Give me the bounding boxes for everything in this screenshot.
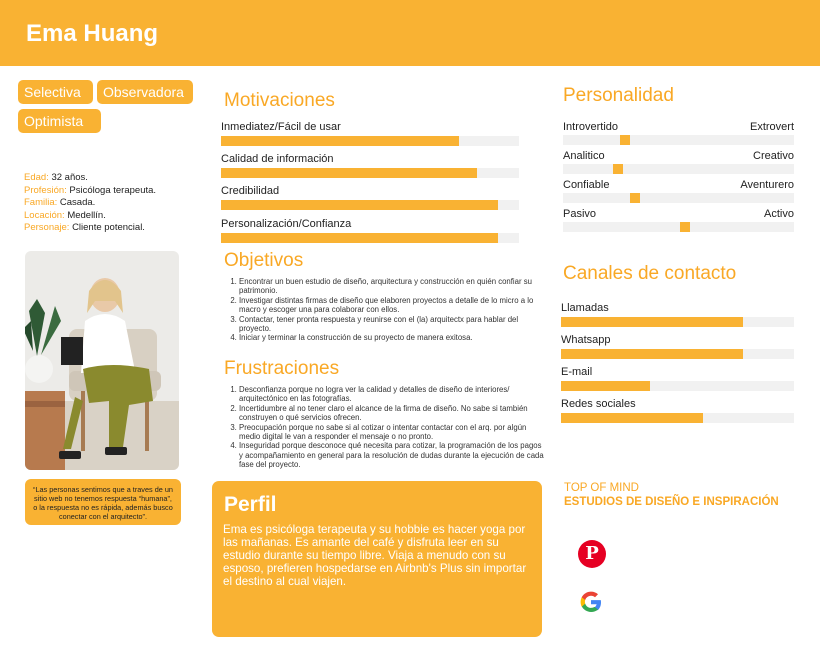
canal-label: Whatsapp — [561, 334, 611, 346]
motivacion-label: Credibilidad — [221, 185, 280, 197]
personalidad-row — [563, 208, 794, 232]
personalidad-row — [563, 150, 794, 174]
trait-chip-optimista: Optimista — [18, 109, 101, 133]
objetivos-title: Objetivos — [224, 250, 304, 271]
canal-fill — [561, 349, 743, 359]
canal-track — [561, 381, 794, 391]
frustracion-item: 2. Incertidumbre al no tener claro el alcance de la firma de diseño. No sabe si también construyen o qué servicios ofrecen. — [239, 404, 545, 423]
motivacion-fill — [221, 233, 498, 243]
personalidad-left-label: Confiable — [563, 179, 610, 191]
frustracion-item: 4. Inseguridad porque desconoce qué necesita para cotizar, la programación de los pagos y acompañamiento en general para la resolución de dudas durante la ejecución de cada fase del proyecto. — [239, 441, 545, 469]
google-logo-svg — [577, 588, 605, 616]
canal-label: Llamadas — [561, 302, 609, 314]
info-personaje: Personaje: Cliente potencial. — [24, 222, 145, 233]
personalidad-right-label: Extrovert — [749, 121, 794, 133]
frustracion-item: 1. Desconfianza porque no logra ver la calidad y detalles de diseño de interiores/ arquitectónico en las fotografías. — [239, 385, 545, 404]
personalidad-title: Personalidad — [563, 85, 674, 106]
personalidad-track — [563, 135, 794, 145]
personalidad-marker — [680, 222, 690, 232]
motivacion-label: Inmediatez/Fácil de usar — [221, 121, 341, 133]
personalidad-track — [563, 164, 794, 174]
personalidad-marker — [613, 164, 623, 174]
personalidad-left-label: Analitico — [563, 150, 605, 162]
motivaciones-title: Motivaciones — [224, 90, 335, 111]
canal-track — [561, 413, 794, 423]
objetivo-item: 3. Contactar, tener pronta respuesta y reunirse con el (la) arquitectx para hablar del proyecto. — [239, 315, 539, 334]
frustraciones-title: Frustraciones — [224, 358, 340, 379]
header-bar — [0, 0, 820, 66]
personalidad-right-label: Aventurero — [740, 179, 794, 191]
motivacion-fill — [221, 136, 459, 146]
personalidad-right-label: Activo — [764, 208, 794, 220]
canal-fill — [561, 413, 703, 423]
motivacion-label: Calidad de información — [221, 153, 334, 165]
objetivo-item: 4. Iniciar y terminar la construcción de su proyecto de manera exitosa. — [239, 333, 539, 342]
persona-photo-illustration — [25, 251, 179, 470]
google-icon[interactable] — [577, 588, 605, 616]
objetivo-item: 2. Investigar distintas firmas de diseño que elaboren proyectos a detalle de lo micro a lo macro y escoger una para colaborar con ellos. — [239, 296, 539, 315]
motivaciones-list — [221, 121, 519, 243]
persona-info — [24, 172, 156, 235]
persona-quote: “Las personas sentimos que a traves de un sitio web no tenemos respuesta “humana”, o la respuesta no es rápida, además busco conectar con el arquitecto”. — [25, 479, 181, 525]
personalidad-track — [563, 222, 794, 232]
top-of-mind — [564, 482, 779, 508]
personalidad-marker — [630, 193, 640, 203]
motivacion-track — [221, 200, 519, 210]
perfil-title: Perfil — [224, 493, 277, 516]
top-of-mind-value: ESTUDIOS DE DISEÑO E INSPIRACIÓN — [564, 496, 779, 508]
personalidad-track — [563, 193, 794, 203]
motivacion-track — [221, 168, 519, 178]
personalidad-marker — [620, 135, 630, 145]
motivacion-track — [221, 233, 519, 243]
trait-chip-observadora: Observadora — [97, 80, 193, 104]
objetivos-list — [225, 277, 539, 343]
motivacion-fill — [221, 200, 498, 210]
motivacion-label: Personalización/Confianza — [221, 218, 352, 230]
canal-fill — [561, 381, 650, 391]
canal-track — [561, 349, 794, 359]
canal-fill — [561, 317, 743, 327]
canal-label: Redes sociales — [561, 398, 636, 410]
personalidad-row — [563, 121, 794, 145]
objetivo-item: 1. Encontrar un buen estudio de diseño, arquitectura y construcción en quién confiar su patrimonio. — [239, 277, 539, 296]
personalidad-left-label: Pasivo — [563, 208, 597, 220]
personalidad-row — [563, 179, 794, 203]
info-edad: Edad: 32 años. — [24, 172, 88, 183]
frustraciones-list — [225, 385, 545, 470]
canales-list — [561, 302, 794, 423]
motivacion-track — [221, 136, 519, 146]
perfil-card — [212, 481, 542, 637]
info-locacion: Locación: Medellín. — [24, 209, 106, 221]
canal-track — [561, 317, 794, 327]
info-profesion: Profesión: Psicóloga terapeuta. — [24, 184, 157, 196]
frustracion-item: 3. Preocupación porque no sabe si al cotizar o intentar contactar con el arq. por algún medio digital le van a responder el mensaje o no pronto. — [239, 423, 545, 442]
info-familia: Familia: Casada. — [24, 197, 96, 208]
personalidad-list — [563, 121, 794, 232]
pinterest-icon[interactable]: P — [578, 540, 606, 568]
persona-name: Ema Huang — [26, 20, 159, 47]
personalidad-left-label: Introvertido — [563, 121, 619, 133]
personalidad-right-label: Creativo — [753, 150, 794, 162]
motivacion-fill — [221, 168, 477, 178]
canal-label: E-mail — [561, 366, 593, 378]
top-of-mind-label: TOP OF MIND — [564, 482, 639, 494]
trait-chip-selectiva: Selectiva — [18, 80, 93, 104]
perfil-text: Ema es psicóloga terapeuta y su hobbie es hacer yoga por las mañanas. Es amante del café y disfruta leer en su estudio durante su tiempo libre. Viaja a menudo con su esposo, prefieren hospedarse en Airbnb's Plus sin importar el destino al cual viajen. — [223, 523, 527, 588]
canales-title: Canales de contacto — [563, 263, 737, 284]
persona-photo — [25, 251, 179, 470]
